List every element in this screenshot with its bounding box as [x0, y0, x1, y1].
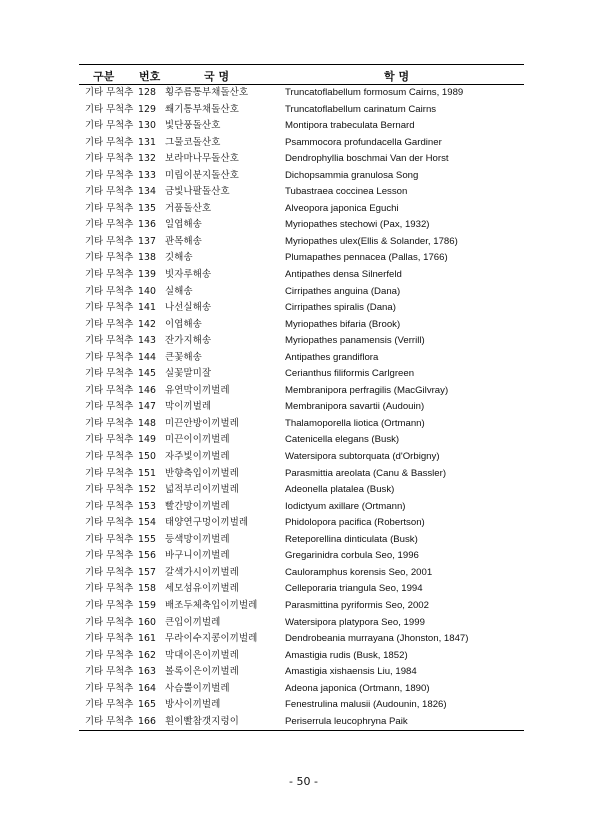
- row-scientific-name: Dichopsammia granulosa Song: [285, 169, 419, 181]
- table-row: [79, 581, 524, 598]
- row-number: 158: [138, 583, 156, 595]
- table-row: [79, 118, 524, 135]
- table-row: [79, 532, 524, 549]
- row-category: 기타 무척추: [85, 715, 134, 727]
- row-korean-name: 그물코돌산호: [165, 136, 221, 148]
- row-number: 133: [138, 169, 156, 181]
- row-category: 기타 무척추: [85, 269, 134, 281]
- row-number: 136: [138, 219, 156, 231]
- row-korean-name: 배조두체축입이끼벌레: [165, 599, 258, 611]
- row-scientific-name: Celleporaria triangula Seo, 1994: [285, 583, 423, 595]
- row-number: 162: [138, 649, 156, 661]
- row-scientific-name: Myriopathes stechowi (Pax, 1932): [285, 219, 430, 231]
- row-number: 155: [138, 533, 156, 545]
- table-row: [79, 648, 524, 665]
- row-category: 기타 무척추: [85, 699, 134, 711]
- row-scientific-name: Myriopathes bifaria (Brook): [285, 318, 401, 330]
- table-row: [79, 714, 524, 731]
- row-number: 142: [138, 318, 156, 330]
- table-row: [79, 102, 524, 119]
- row-scientific-name: Gregarinidra corbula Seo, 1996: [285, 550, 419, 562]
- row-scientific-name: Alveopora japonica Eguchi: [285, 202, 399, 214]
- row-scientific-name: Reteporellina dinticulata (Busk): [285, 533, 418, 545]
- row-number: 129: [138, 103, 156, 115]
- row-category: 기타 무척추: [85, 186, 134, 198]
- row-category: 기타 무척추: [85, 599, 134, 611]
- table-row: [79, 333, 524, 350]
- row-number: 160: [138, 616, 156, 628]
- table-row: [79, 300, 524, 317]
- row-scientific-name: Watersipora platypora Seo, 1999: [285, 616, 425, 628]
- row-korean-name: 나선실해송: [165, 302, 212, 314]
- row-number: 154: [138, 517, 156, 529]
- row-scientific-name: Psammocora profundacella Gardiner: [285, 136, 442, 148]
- row-korean-name: 횡주름통부채돌산호: [165, 87, 249, 98]
- row-korean-name: 세모섬유이끼벌레: [165, 583, 240, 595]
- row-category: 기타 무척추: [85, 566, 134, 578]
- row-number: 140: [138, 285, 156, 297]
- row-scientific-name: Thalamoporella liotica (Ortmann): [285, 417, 425, 429]
- row-number: 157: [138, 566, 156, 578]
- row-number: 152: [138, 484, 156, 496]
- row-category: 기타 무척추: [85, 484, 134, 496]
- row-korean-name: 태양연구멍이끼벌레: [165, 517, 249, 529]
- row-number: 159: [138, 599, 156, 611]
- row-category: 기타 무척추: [85, 169, 134, 181]
- row-number: 134: [138, 186, 156, 198]
- row-korean-name: 흰이빨참갯지렁이: [165, 715, 240, 727]
- table-row: [79, 449, 524, 466]
- row-scientific-name: Membranipora savartii (Audouin): [285, 401, 425, 413]
- table-row: [79, 366, 524, 383]
- row-number: 163: [138, 666, 156, 678]
- row-scientific-name: Cauloramphus korensis Seo, 2001: [285, 566, 433, 578]
- table-row: [79, 350, 524, 367]
- row-category: 기타 무척추: [85, 351, 134, 363]
- row-number: 156: [138, 550, 156, 562]
- row-number: 149: [138, 434, 156, 446]
- row-korean-name: 관목해송: [165, 235, 203, 247]
- row-category: 기타 무척추: [85, 368, 134, 380]
- row-scientific-name: Myriopathes ulex(Ellis & Solander, 1786): [285, 235, 458, 247]
- row-category: 기타 무척추: [85, 583, 134, 595]
- row-number: 139: [138, 269, 156, 281]
- row-category: 기타 무척추: [85, 285, 134, 297]
- row-korean-name: 미립이분지돌산호: [165, 169, 240, 181]
- table-row: [79, 234, 524, 251]
- row-category: 기타 무척추: [85, 120, 134, 132]
- row-category: 기타 무척추: [85, 302, 134, 314]
- row-korean-name: 반향축입이끼벌레: [165, 467, 240, 479]
- row-number: 144: [138, 351, 156, 363]
- row-number: 150: [138, 451, 156, 463]
- table-row: [79, 217, 524, 234]
- row-korean-name: 큰꽃해송: [165, 351, 203, 363]
- row-scientific-name: Antipathes densa Silnerfeld: [285, 269, 402, 281]
- row-category: 기타 무척추: [85, 649, 134, 661]
- row-scientific-name: Cirripathes anguina (Dana): [285, 285, 401, 297]
- species-table: [79, 64, 524, 731]
- table-row: [79, 267, 524, 284]
- table-row: [79, 664, 524, 681]
- row-category: 기타 무척추: [85, 153, 134, 165]
- header-number: 번호: [139, 70, 161, 83]
- table-row: [79, 284, 524, 301]
- row-number: 143: [138, 335, 156, 347]
- table-row: [79, 399, 524, 416]
- row-scientific-name: Parasmittina pyriformis Seo, 2002: [285, 599, 429, 611]
- table-row: [79, 631, 524, 648]
- table-row: [79, 135, 524, 152]
- table-row: [79, 250, 524, 267]
- row-korean-name: 보라마나무돌산호: [165, 153, 240, 165]
- row-scientific-name: Tubastraea coccinea Lesson: [285, 186, 408, 198]
- row-category: 기타 무척추: [85, 633, 134, 645]
- row-category: 기타 무척추: [85, 235, 134, 247]
- row-number: 141: [138, 302, 156, 314]
- row-korean-name: 무라이수지콩이끼벌레: [165, 633, 258, 645]
- row-scientific-name: Catenicella elegans (Busk): [285, 434, 400, 446]
- row-korean-name: 방사이끼벌레: [165, 699, 221, 711]
- row-korean-name: 미끈이이끼벌레: [165, 434, 230, 446]
- row-number: 138: [138, 252, 156, 264]
- row-korean-name: 유연막이끼벌레: [165, 384, 230, 396]
- row-number: 166: [138, 715, 156, 727]
- row-korean-name: 빨간망이끼벌레: [165, 500, 230, 512]
- row-scientific-name: Myriopathes panamensis (Verrill): [285, 335, 425, 347]
- row-scientific-name: Antipathes grandiflora: [285, 351, 379, 363]
- table-row: [79, 416, 524, 433]
- table-header: [79, 64, 524, 85]
- row-number: 128: [138, 87, 156, 98]
- row-korean-name: 갈색가시이끼벌레: [165, 566, 240, 578]
- row-korean-name: 일엽해송: [165, 219, 203, 231]
- row-number: 130: [138, 120, 156, 132]
- row-korean-name: 빗자루해송: [165, 269, 212, 281]
- row-scientific-name: Adeonella platalea (Busk): [285, 484, 395, 496]
- row-number: 147: [138, 401, 156, 413]
- row-korean-name: 막이끼벌레: [165, 401, 212, 413]
- row-korean-name: 실해송: [165, 285, 193, 297]
- row-scientific-name: Cirripathes spiralis (Dana): [285, 302, 396, 314]
- row-number: 137: [138, 235, 156, 247]
- row-scientific-name: Plumapathes pennacea (Pallas, 1766): [285, 252, 448, 264]
- row-number: 165: [138, 699, 156, 711]
- row-korean-name: 거품돌산호: [165, 202, 212, 214]
- header-scientific-name: 학 명: [384, 70, 410, 83]
- table-body: [79, 85, 524, 730]
- header-category: 구분: [93, 70, 115, 83]
- row-korean-name: 이엽해송: [165, 318, 203, 330]
- table-row: [79, 548, 524, 565]
- row-scientific-name: Amastigia xishaensis Liu, 1984: [285, 666, 417, 678]
- row-category: 기타 무척추: [85, 517, 134, 529]
- row-scientific-name: Watersipora subtorquata (d'Orbigny): [285, 451, 440, 463]
- row-scientific-name: Fenestrulina malusii (Audounin, 1826): [285, 699, 447, 711]
- table-row: [79, 482, 524, 499]
- row-number: 164: [138, 682, 156, 694]
- row-korean-name: 볼록이은이끼벌레: [165, 666, 240, 678]
- table-row: [79, 151, 524, 168]
- row-korean-name: 큰입이끼벌레: [165, 616, 221, 628]
- row-korean-name: 금빛나팔돌산호: [165, 186, 230, 198]
- row-category: 기타 무척추: [85, 682, 134, 694]
- table-row: [79, 317, 524, 334]
- table-bottom-rule: [79, 730, 524, 731]
- row-category: 기타 무척추: [85, 202, 134, 214]
- row-number: 146: [138, 384, 156, 396]
- row-category: 기타 무척추: [85, 219, 134, 231]
- table-row: [79, 499, 524, 516]
- row-korean-name: 사슴뿔이끼벌레: [165, 682, 230, 694]
- row-korean-name: 자주빛이끼벌레: [165, 451, 230, 463]
- row-scientific-name: Adeona japonica (Ortmann, 1890): [285, 682, 430, 694]
- table-row: [79, 432, 524, 449]
- row-category: 기타 무척추: [85, 434, 134, 446]
- header-korean-name: 국 명: [204, 70, 230, 83]
- row-korean-name: 미끈안방이끼벌레: [165, 417, 240, 429]
- row-number: 132: [138, 153, 156, 165]
- table-row: [79, 184, 524, 201]
- row-scientific-name: Iodictyum axillare (Ortmann): [285, 500, 406, 512]
- row-category: 기타 무척추: [85, 616, 134, 628]
- row-category: 기타 무척추: [85, 335, 134, 347]
- row-korean-name: 실꽃말미잘: [165, 368, 212, 380]
- row-scientific-name: Amastigia rudis (Busk, 1852): [285, 649, 408, 661]
- table-row: [79, 383, 524, 400]
- row-number: 135: [138, 202, 156, 214]
- row-scientific-name: Membranipora perfragilis (MacGilvray): [285, 384, 449, 396]
- row-korean-name: 바구니이끼벌레: [165, 550, 230, 562]
- row-korean-name: 빛단풍돌산호: [165, 120, 221, 132]
- row-category: 기타 무척추: [85, 87, 134, 98]
- row-scientific-name: Truncatoflabellum carinatum Cairns: [285, 103, 437, 115]
- table-row: [79, 565, 524, 582]
- row-category: 기타 무척추: [85, 252, 134, 264]
- page-number: - 50 -: [289, 775, 318, 788]
- table-row: [79, 681, 524, 698]
- row-number: 145: [138, 368, 156, 380]
- row-korean-name: 잔가지해송: [165, 335, 212, 347]
- row-category: 기타 무척추: [85, 136, 134, 148]
- row-number: 153: [138, 500, 156, 512]
- table-row: [79, 697, 524, 714]
- row-number: 151: [138, 467, 156, 479]
- row-scientific-name: Truncatoflabellum formosum Cairns, 1989: [285, 87, 464, 98]
- table-row: [79, 515, 524, 532]
- table-row: [79, 615, 524, 632]
- row-korean-name: 막대이은이끼벌레: [165, 649, 240, 661]
- row-category: 기타 무척추: [85, 451, 134, 463]
- row-korean-name: 등색망이끼벌레: [165, 533, 230, 545]
- row-category: 기타 무척추: [85, 318, 134, 330]
- table-row: [79, 168, 524, 185]
- row-scientific-name: Parasmittia areolata (Canu & Bassler): [285, 467, 447, 479]
- row-number: 161: [138, 633, 156, 645]
- row-category: 기타 무척추: [85, 384, 134, 396]
- row-category: 기타 무척추: [85, 103, 134, 115]
- table-row: [79, 598, 524, 615]
- row-scientific-name: Dendrobeania murrayana (Jhonston, 1847): [285, 633, 469, 645]
- row-number: 148: [138, 417, 156, 429]
- row-category: 기타 무척추: [85, 401, 134, 413]
- row-scientific-name: Montipora trabeculata Bernard: [285, 120, 415, 132]
- row-scientific-name: Dendrophyllia boschmai Van der Horst: [285, 153, 449, 165]
- table-row: [79, 85, 524, 102]
- row-category: 기타 무척추: [85, 467, 134, 479]
- row-korean-name: 넓적부리이끼벌레: [165, 484, 240, 496]
- row-scientific-name: Phidolopora pacifica (Robertson): [285, 517, 425, 529]
- table-row: [79, 466, 524, 483]
- row-korean-name: 쐐기통부채돌산호: [165, 103, 240, 115]
- row-korean-name: 깃해송: [165, 252, 193, 264]
- table-row: [79, 201, 524, 218]
- row-category: 기타 무척추: [85, 533, 134, 545]
- row-category: 기타 무척추: [85, 500, 134, 512]
- row-scientific-name: Cerianthus filiformis Carlgreen: [285, 368, 415, 380]
- row-scientific-name: Periserrula leucophryna Paik: [285, 715, 408, 727]
- row-category: 기타 무척추: [85, 666, 134, 678]
- row-category: 기타 무척추: [85, 417, 134, 429]
- row-number: 131: [138, 136, 156, 148]
- row-category: 기타 무척추: [85, 550, 134, 562]
